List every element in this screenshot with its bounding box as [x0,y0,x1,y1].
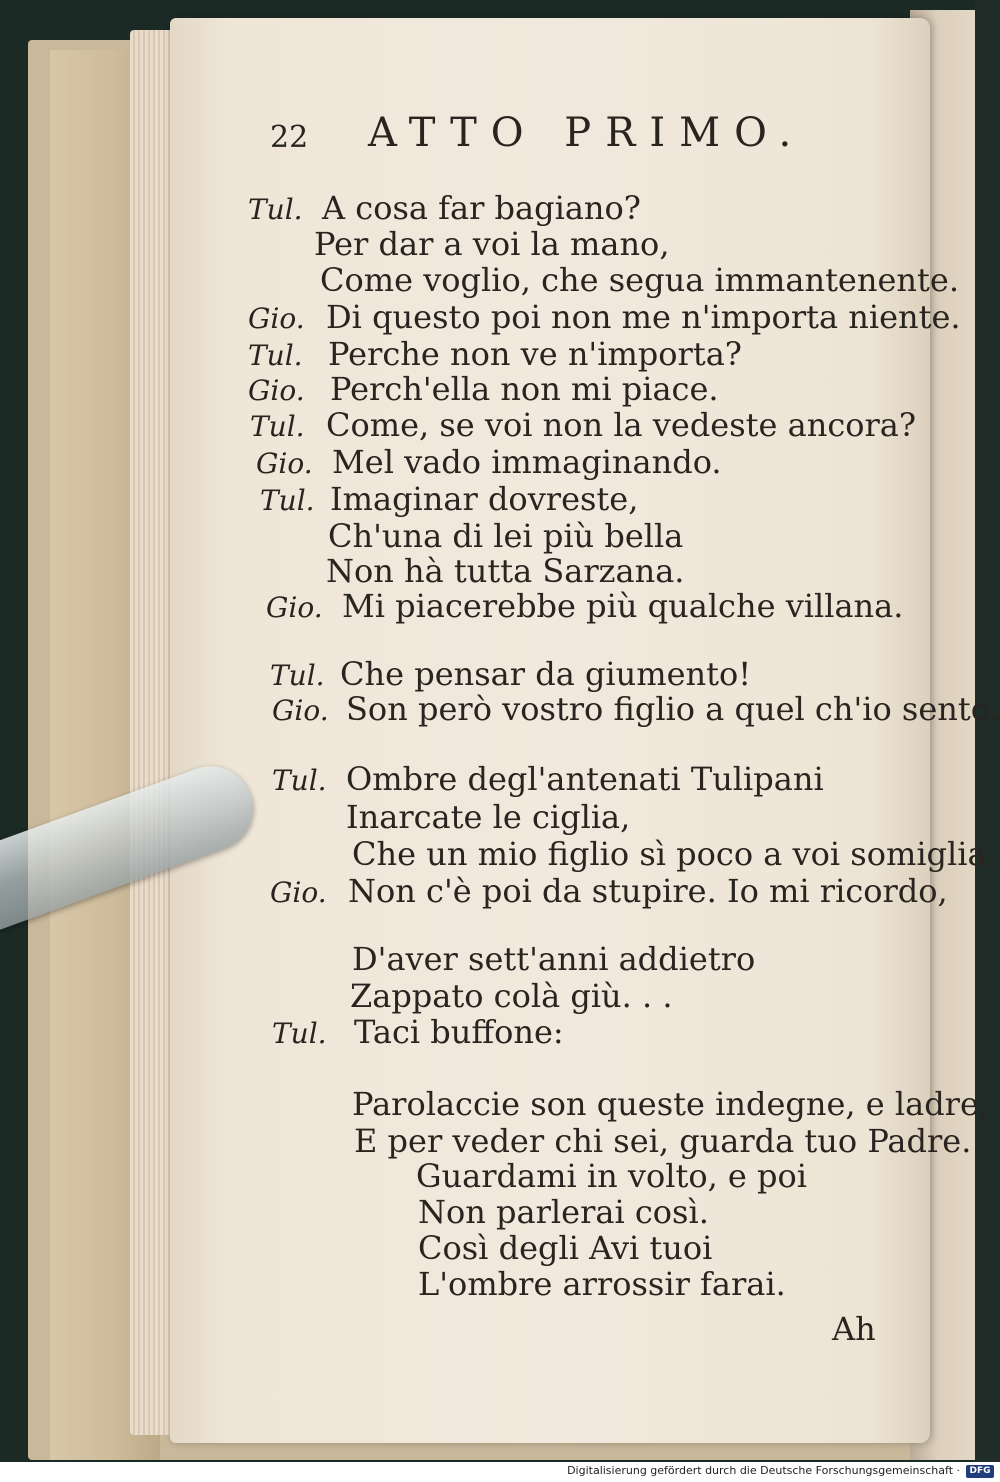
speaker-label: Tul. [270,659,325,692]
verse-line: Guardami in volto, e poi [416,1157,808,1195]
verse-line: Son però vostro figlio a quel ch'io sento. [346,690,1000,728]
speaker-label: Gio. [266,591,323,624]
speaker-label: Gio. [272,694,329,727]
verse-line: L'ombre arrossir farai. [418,1265,786,1303]
speaker-label: Tul. [250,410,305,443]
speaker-label: Tul. [260,484,315,517]
dfg-logo: DFG [966,1465,994,1478]
speaker-label: Gio. [256,447,313,480]
verse-line: Perche non ve n'importa? [328,335,742,373]
verse-line: Come, se voi non la vedeste ancora? [326,406,917,444]
footer-credit: Digitalisierung gefördert durch die Deutsche Forschungsgemeinschaft · [567,1464,960,1477]
verse-line: Zappato colà giù. . . [350,977,673,1015]
verse-line: Non parlerai così. [418,1193,709,1231]
verse-line: Mel vado immaginando. [332,443,722,481]
verse-line: Di questo poi non me n'importa niente. [326,298,961,336]
verse-line: Parolaccie son queste indegne, e ladre, [352,1085,990,1123]
verse-line: D'aver sett'anni addietro [352,940,756,978]
verse-line: Inarcate le ciglia, [346,798,631,836]
footer-bar [0,1462,1000,1482]
speaker-label: Tul. [248,339,303,372]
speaker-label: Gio. [270,876,327,909]
speaker-label: Tul. [272,1017,327,1050]
speaker-label: Tul. [272,764,327,797]
background-strip [975,0,1000,1482]
verse-line: Taci buffone: [354,1013,564,1051]
catchword: Ah [832,1310,876,1348]
verse-line: Come voglio, che segua immantenente. [320,261,959,299]
speaker-label: Tul. [248,193,303,226]
speaker-label: Gio. [248,374,305,407]
verse-line: E per veder chi sei, guarda tuo Padre. [354,1122,972,1160]
verse-line: Che un mio figlio sì poco a voi somiglia. [352,835,997,873]
verse-line: Perch'ella non mi piace. [330,370,719,408]
verse-line: Non c'è poi da stupire. Io mi ricordo, [348,872,948,910]
page-number: 22 [270,120,309,155]
verse-line: Ch'una di lei più bella [328,517,684,555]
running-title: ATTO PRIMO. [368,110,806,156]
verse-line: Che pensar da giumento! [340,655,752,693]
speaker-label: Gio. [248,302,305,335]
verse-line: Così degli Avi tuoi [418,1229,713,1267]
verse-line: Ombre degl'antenati Tulipani [346,760,824,798]
verse-line: A cosa far bagiano? [322,189,641,227]
verse-line: Mi piacerebbe più qualche villana. [342,587,904,625]
verse-line: Per dar a voi la mano, [314,225,670,263]
verse-line: Imaginar dovreste, [330,480,639,518]
verse-line: Non hà tutta Sarzana. [326,552,685,590]
